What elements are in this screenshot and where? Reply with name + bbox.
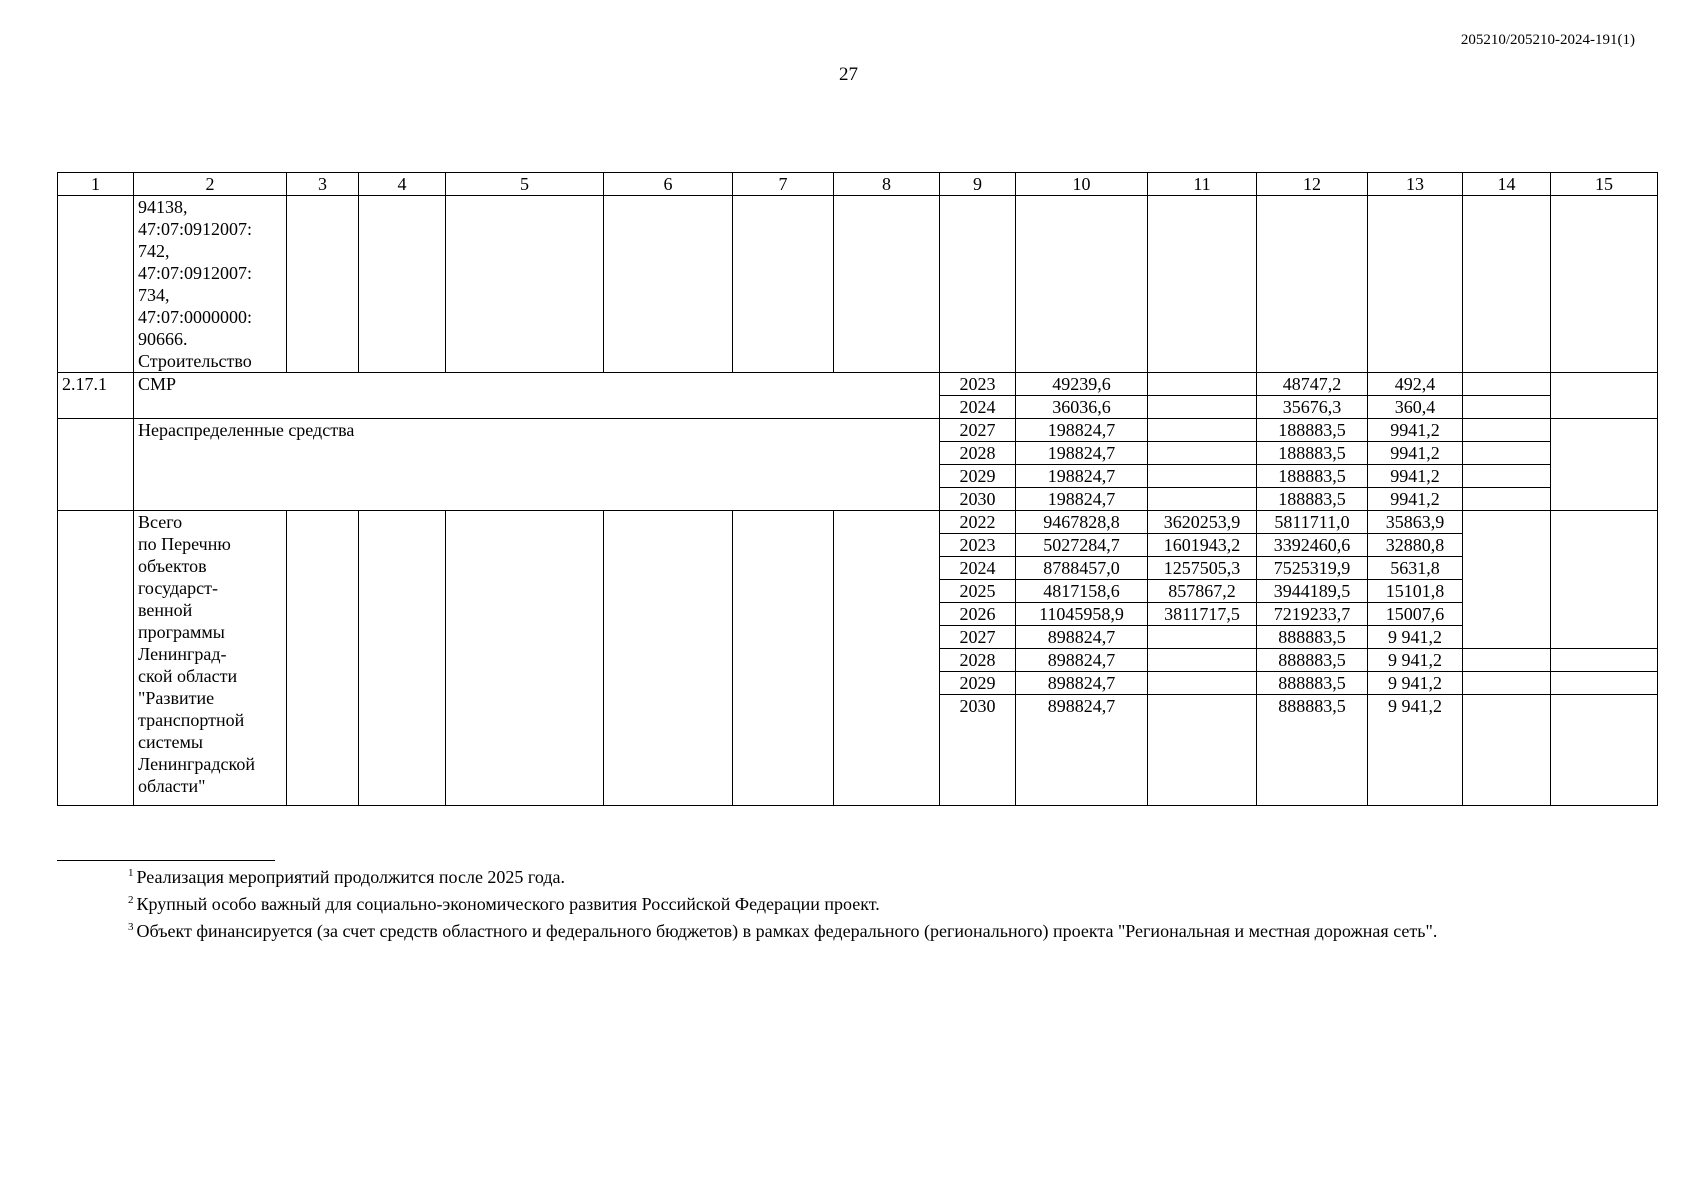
funding-table <box>57 172 1658 806</box>
regional-budget-cell: 3944189,5 <box>1257 580 1368 603</box>
document-id: 205210/205210-2024-191(1) <box>1460 32 1635 48</box>
regional-budget-cell: 888883,5 <box>1257 672 1368 695</box>
local-budget-cell: 9 941,2 <box>1368 626 1463 649</box>
footnotes <box>128 862 1437 943</box>
header-cell: 15 <box>1551 173 1658 196</box>
total-amount-cell: 198824,7 <box>1016 442 1148 465</box>
federal-budget-cell <box>1148 419 1257 442</box>
row-number-cell: 2.17.1 <box>58 373 134 419</box>
col15-cell <box>1551 695 1658 806</box>
col14-cell <box>1463 511 1551 649</box>
row-number-cell <box>58 419 134 511</box>
regional-budget-cell: 188883,5 <box>1257 465 1368 488</box>
year-cell: 2030 <box>940 488 1016 511</box>
total-amount-cell: 5027284,7 <box>1016 534 1148 557</box>
smr-section <box>58 373 1658 419</box>
total-section <box>58 511 1658 806</box>
total-amount-cell: 8788457,0 <box>1016 557 1148 580</box>
col14-cell <box>1463 695 1551 806</box>
regional-budget-cell: 48747,2 <box>1257 373 1368 396</box>
header-cell: 10 <box>1016 173 1148 196</box>
page-number: 27 <box>839 64 858 85</box>
local-budget-cell: 15101,8 <box>1368 580 1463 603</box>
table-row <box>58 511 1658 534</box>
col15-cell <box>1551 419 1658 511</box>
col15-cell <box>1551 672 1658 695</box>
local-budget-cell: 5631,8 <box>1368 557 1463 580</box>
total-amount-cell: 198824,7 <box>1016 465 1148 488</box>
year-cell: 2027 <box>940 419 1016 442</box>
federal-budget-cell <box>1148 672 1257 695</box>
local-budget-cell: 492,4 <box>1368 373 1463 396</box>
federal-budget-cell <box>1148 626 1257 649</box>
empty-cell <box>604 511 733 806</box>
table-row <box>58 419 1658 442</box>
col14-cell <box>1463 672 1551 695</box>
total-amount-cell: 198824,7 <box>1016 488 1148 511</box>
col15-cell <box>1551 511 1658 649</box>
header-cell: 4 <box>359 173 446 196</box>
local-budget-cell: 9941,2 <box>1368 465 1463 488</box>
total-amount-cell: 9467828,8 <box>1016 511 1148 534</box>
regional-budget-cell: 7219233,7 <box>1257 603 1368 626</box>
federal-budget-cell <box>1148 373 1257 396</box>
empty-cell <box>834 511 940 806</box>
total-amount-cell: 36036,6 <box>1016 396 1148 419</box>
header-cell: 9 <box>940 173 1016 196</box>
col15-cell <box>1551 373 1658 419</box>
col14-cell <box>1463 396 1551 419</box>
header-cell: 11 <box>1148 173 1257 196</box>
total-amount-cell: 11045958,9 <box>1016 603 1148 626</box>
year-cell: 2027 <box>940 626 1016 649</box>
col14-cell <box>1463 488 1551 511</box>
federal-budget-cell <box>1148 649 1257 672</box>
col14-cell <box>1463 373 1551 396</box>
regional-budget-cell: 35676,3 <box>1257 396 1368 419</box>
year-cell: 2026 <box>940 603 1016 626</box>
local-budget-cell: 32880,8 <box>1368 534 1463 557</box>
federal-budget-cell: 857867,2 <box>1148 580 1257 603</box>
col14-cell <box>1463 442 1551 465</box>
regional-budget-cell: 188883,5 <box>1257 442 1368 465</box>
total-amount-cell: 4817158,6 <box>1016 580 1148 603</box>
col15-cell <box>1551 649 1658 672</box>
year-cell: 2025 <box>940 580 1016 603</box>
unallocated-section <box>58 419 1658 511</box>
continuation-row <box>58 196 1658 373</box>
regional-budget-cell: 3392460,6 <box>1257 534 1368 557</box>
local-budget-cell: 9 941,2 <box>1368 695 1463 806</box>
local-budget-cell: 9941,2 <box>1368 419 1463 442</box>
empty-cell <box>287 511 359 806</box>
federal-budget-cell: 3811717,5 <box>1148 603 1257 626</box>
year-cell: 2024 <box>940 396 1016 419</box>
header-cell: 14 <box>1463 173 1551 196</box>
federal-budget-cell: 3620253,9 <box>1148 511 1257 534</box>
header-cell: 13 <box>1368 173 1463 196</box>
regional-budget-cell: 888883,5 <box>1257 695 1368 806</box>
federal-budget-cell <box>1148 488 1257 511</box>
regional-budget-cell: 888883,5 <box>1257 649 1368 672</box>
table-row <box>58 373 1658 396</box>
year-cell: 2028 <box>940 442 1016 465</box>
header-cell: 7 <box>733 173 834 196</box>
year-cell: 2023 <box>940 373 1016 396</box>
year-cell: 2029 <box>940 465 1016 488</box>
total-amount-cell: 198824,7 <box>1016 419 1148 442</box>
total-amount-cell: 898824,7 <box>1016 672 1148 695</box>
regional-budget-cell: 188883,5 <box>1257 488 1368 511</box>
total-label-cell: Всего по Перечню объектов государст- венной программы Ленинград- ской области "Развитие транспортной системы Ленинградской области" <box>134 511 287 806</box>
local-budget-cell: 35863,9 <box>1368 511 1463 534</box>
header-cell: 6 <box>604 173 733 196</box>
total-amount-cell: 49239,6 <box>1016 373 1148 396</box>
empty-cell <box>446 511 604 806</box>
table-header-row <box>58 173 1658 196</box>
year-cell: 2023 <box>940 534 1016 557</box>
year-cell: 2022 <box>940 511 1016 534</box>
empty-cell <box>733 511 834 806</box>
total-amount-cell: 898824,7 <box>1016 626 1148 649</box>
regional-budget-cell: 5811711,0 <box>1257 511 1368 534</box>
header-cell: 3 <box>287 173 359 196</box>
footnote-1: $^1$ Реализация мероприятий продолжится после 2025 года. <box>128 867 565 887</box>
header-cell: 12 <box>1257 173 1368 196</box>
federal-budget-cell: 1257505,3 <box>1148 557 1257 580</box>
header-cell: 1 <box>58 173 134 196</box>
total-amount-cell: 898824,7 <box>1016 649 1148 672</box>
local-budget-cell: 15007,6 <box>1368 603 1463 626</box>
header-cell: 2 <box>134 173 287 196</box>
footnote-3: $^3$ Объект финансируется (за счет средств областного и федерального бюджетов) в рамках федерального (регионального) проекта "Региональная и местная дорожная сеть". <box>128 921 1438 941</box>
col14-cell <box>1463 649 1551 672</box>
header-cell: 5 <box>446 173 604 196</box>
year-cell: 2029 <box>940 672 1016 695</box>
empty-cell <box>359 511 446 806</box>
federal-budget-cell <box>1148 465 1257 488</box>
federal-budget-cell <box>1148 695 1257 806</box>
regional-budget-cell: 188883,5 <box>1257 419 1368 442</box>
col14-cell <box>1463 465 1551 488</box>
col14-cell <box>1463 419 1551 442</box>
local-budget-cell: 9 941,2 <box>1368 649 1463 672</box>
row-label-cell: СМР <box>134 373 940 419</box>
regional-budget-cell: 7525319,9 <box>1257 557 1368 580</box>
local-budget-cell: 9 941,2 <box>1368 672 1463 695</box>
federal-budget-cell <box>1148 396 1257 419</box>
row-label-cell: Нераспределенные средства <box>134 419 940 511</box>
federal-budget-cell <box>1148 442 1257 465</box>
year-cell: 2024 <box>940 557 1016 580</box>
federal-budget-cell: 1601943,2 <box>1148 534 1257 557</box>
header-cell: 8 <box>834 173 940 196</box>
local-budget-cell: 9941,2 <box>1368 488 1463 511</box>
object-description-cell: 94138, 47:07:0912007: 742, 47:07:0912007: 734, 47:07:0000000: 90666. Строительство <box>134 196 287 373</box>
year-cell: 2028 <box>940 649 1016 672</box>
year-cell: 2030 <box>940 695 1016 806</box>
local-budget-cell: 9941,2 <box>1368 442 1463 465</box>
local-budget-cell: 360,4 <box>1368 396 1463 419</box>
footnote-divider <box>57 860 275 861</box>
regional-budget-cell: 888883,5 <box>1257 626 1368 649</box>
row-number-cell <box>58 511 134 806</box>
footnote-2: $^2$ Крупный особо важный для социально-экономического развития Российской Федерации проект. <box>128 894 880 914</box>
total-amount-cell: 898824,7 <box>1016 695 1148 806</box>
